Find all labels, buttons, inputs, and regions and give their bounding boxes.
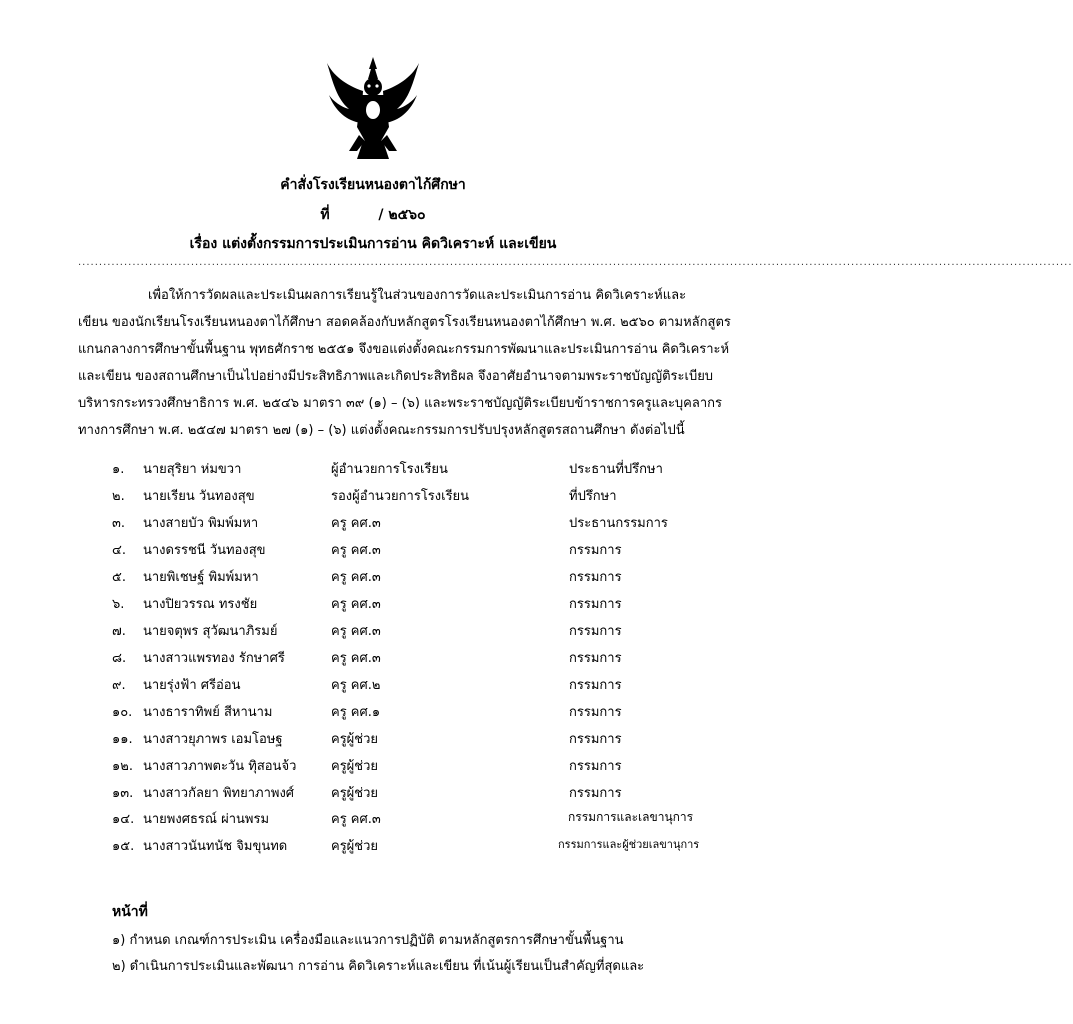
member-position: ครูผู้ช่วย xyxy=(331,786,379,801)
intro-line: และเขียน ของสถานศึกษาเป็นไปอย่างมีประสิทธิภาพและเกิดประสิทธิผล จึงอาศัยอำนาจตามพระราชบัญญัติระเบียบ xyxy=(78,369,714,384)
row-number: ๘. xyxy=(112,651,127,666)
committee-row xyxy=(0,782,746,802)
member-role: กรรมการ xyxy=(569,543,622,558)
committee-row xyxy=(0,755,746,775)
committee-row xyxy=(0,620,746,640)
member-name: นายเรียน วันทองสุข xyxy=(143,489,255,504)
committee-row xyxy=(0,647,746,667)
member-position: ครูผู้ช่วย xyxy=(331,732,379,747)
member-role: กรรมการและผู้ช่วยเลขานุการ xyxy=(558,838,700,851)
row-number: ๔. xyxy=(112,543,126,558)
committee-row xyxy=(0,835,746,855)
member-role: กรรมการ xyxy=(569,759,622,774)
member-role: กรรมการ xyxy=(569,732,622,747)
row-number: ๑. xyxy=(112,462,125,477)
row-number: ๑๑. xyxy=(112,732,133,747)
duty-item: ๒) ดำเนินการประเมินและพัฒนา การอ่าน คิดวิเคราะห์และเขียน ที่เน้นผู้เรียนเป็นสำคัญที่สุดและ xyxy=(112,959,645,974)
row-number: ๑๕. xyxy=(112,839,135,854)
member-role: กรรมการ xyxy=(569,705,622,720)
member-position: ครู คศ.๑ xyxy=(331,705,381,720)
member-position: ครู คศ.๓ xyxy=(331,812,381,827)
member-position: ผู้อำนวยการโรงเรียน xyxy=(331,462,448,477)
separator-dotted-line: .............................................................................................................................................................................................................................................. xyxy=(78,257,1073,268)
member-position: ครู คศ.๓ xyxy=(331,597,381,612)
garuda-emblem-icon xyxy=(323,55,423,165)
member-position: ครูผู้ช่วย xyxy=(331,839,379,854)
committee-row xyxy=(0,539,746,559)
member-position: ครู คศ.๓ xyxy=(331,516,381,531)
member-position: ครู คศ.๒ xyxy=(331,678,381,693)
committee-row xyxy=(0,512,746,532)
member-role: กรรมการและเลขานุการ xyxy=(568,810,694,824)
member-role: กรรมการ xyxy=(569,786,622,801)
committee-row xyxy=(0,458,746,478)
member-name: นางสาวนันทนัช จิมขุนทด xyxy=(143,839,288,854)
row-number: ๖. xyxy=(112,597,125,612)
member-name: นางสาวยุภาพร เอมโอษฐ xyxy=(143,732,283,747)
order-subject: เรื่อง แต่งตั้งกรรมการประเมินการอ่าน คิดวิเคราะห์ และเขียน xyxy=(189,236,557,252)
member-role: ประธานกรรมการ xyxy=(569,516,668,531)
member-name: นางสาวภาพตะวัน ทุิสอนจ้ว xyxy=(143,759,297,774)
member-role: ประธานที่ปรึกษา xyxy=(569,462,663,477)
row-number: ๗. xyxy=(112,624,126,639)
committee-row xyxy=(0,566,746,586)
row-number: ๕. xyxy=(112,570,126,585)
duty-item: ๑) กำหนด เกณฑ์การประเมิน เครื่องมือและแนวการปฏิบัติ ตามหลักสูตรการศึกษาขั้นพื้นฐาน xyxy=(112,933,624,948)
committee-row xyxy=(0,674,746,694)
intro-line: ทางการศึกษา พ.ศ. ๒๕๔๗ มาตรา ๒๗ (๑) – (๖) แต่งตั้งคณะกรรมการปรับปรุงหลักสูตรสถานศึกษา ดังต่อไปนี้ xyxy=(78,423,685,438)
row-number: ๒. xyxy=(112,489,125,504)
member-role: กรรมการ xyxy=(569,570,622,585)
order-title: คำสั่งโรงเรียนหนองตาไก้ศึกษา xyxy=(280,177,466,193)
member-position: ครู คศ.๓ xyxy=(331,624,381,639)
member-position: รองผู้อำนวยการโรงเรียน xyxy=(331,489,470,504)
committee-row xyxy=(0,808,746,828)
member-name: นายจตุพร สุวัฒนาภิรมย์ xyxy=(143,624,278,639)
committee-row xyxy=(0,728,746,748)
member-name: นายพงศธรณ์ ผ่านพรม xyxy=(143,812,270,827)
committee-row xyxy=(0,485,746,505)
row-number: ๙. xyxy=(112,678,126,693)
row-number: ๓. xyxy=(112,516,126,531)
intro-line: แกนกลางการศึกษาขั้นพื้นฐาน พุทธศักราช ๒๕๕๑ จึงขอแต่งตั้งคณะกรรมการพัฒนาและประเมินการอ่าน คิดวิเคราะห์ xyxy=(78,342,730,357)
member-name: นางปิยวรรณ ทรงชัย xyxy=(143,597,258,612)
intro-line: บริหารกระทรวงศึกษาธิการ พ.ศ. ๒๕๔๖ มาตรา ๓๙ (๑) – (๖) และพระราชบัญญัติระเบียบข้าราชการครูและบุคลากร xyxy=(78,396,723,411)
member-role: ที่ปรึกษา xyxy=(569,489,617,504)
member-name: นางธาราทิพย์ สีหานาม xyxy=(143,705,273,720)
member-name: นางสาวกัลยา พิทยาภาพงศ์ xyxy=(143,786,295,801)
intro-line: เพื่อให้การวัดผลและประเมินผลการเรียนรู้ในส่วนของการวัดและประเมินการอ่าน คิดวิเคราะห์และ xyxy=(148,288,687,303)
member-role: กรรมการ xyxy=(569,624,622,639)
duties-heading: หน้าที่ xyxy=(112,904,148,920)
member-role: กรรมการ xyxy=(569,678,622,693)
row-number: ๑๒. xyxy=(112,759,133,774)
intro-line: เขียน ของนักเรียนโรงเรียนหนองตาไก้ศึกษา สอดคล้องกับหลักสูตรโรงเรียนหนองตาไก้ศึกษา พ.ศ. ๒๕๖๐ ตามหลักสูตร xyxy=(78,315,731,330)
member-name: นางสายบัว พิมพ์มหา xyxy=(143,516,259,531)
member-position: ครูผู้ช่วย xyxy=(331,759,379,774)
member-role: กรรมการ xyxy=(569,651,622,666)
row-number: ๑๐. xyxy=(112,705,133,720)
member-name: นายสุริยา ห่มขวา xyxy=(143,462,242,477)
member-name: นายพิเชษฐ์ พิมพ์มหา xyxy=(143,570,259,585)
committee-row xyxy=(0,701,746,721)
member-name: นางสาวแพรทอง รักษาศรี xyxy=(143,651,285,666)
committee-row xyxy=(0,593,746,613)
row-number: ๑๔. xyxy=(112,812,135,827)
member-position: ครู คศ.๓ xyxy=(331,543,381,558)
order-number: ที่ / ๒๕๖๐ xyxy=(320,207,426,223)
member-name: นายรุ่งฟ้า ศรีอ่อน xyxy=(143,678,241,693)
member-position: ครู คศ.๓ xyxy=(331,570,381,585)
member-name: นางดรรชนี วันทองสุข xyxy=(143,543,266,558)
row-number: ๑๓. xyxy=(112,786,134,801)
member-role: กรรมการ xyxy=(569,597,622,612)
member-position: ครู คศ.๓ xyxy=(331,651,381,666)
